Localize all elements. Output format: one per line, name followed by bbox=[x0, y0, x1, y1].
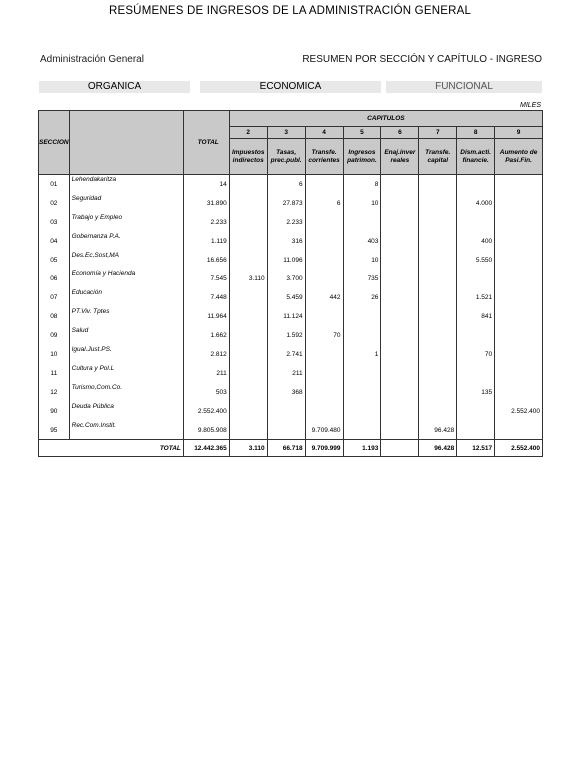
cell-c8: 400 bbox=[457, 232, 495, 251]
header-total: TOTAL bbox=[183, 111, 229, 175]
cell-c5: 8 bbox=[343, 175, 381, 194]
total-c2: 3.110 bbox=[229, 440, 267, 457]
cell-total: 2.552.400 bbox=[183, 402, 229, 421]
cell-total: 16.656 bbox=[183, 251, 229, 270]
page-title: RESÚMENES DE INGRESOS DE LA ADMINISTRACIÓN GENERAL bbox=[108, 5, 472, 17]
cell-c9 bbox=[495, 364, 543, 383]
cell-c6 bbox=[381, 213, 419, 232]
cell-c9 bbox=[495, 421, 543, 440]
cell-c8 bbox=[457, 326, 495, 345]
cell-total: 14 bbox=[183, 175, 229, 194]
chapter-number-3: 3 bbox=[267, 127, 305, 139]
chapter-number-9: 9 bbox=[495, 127, 543, 139]
cell-c2 bbox=[229, 194, 267, 213]
cell-c7 bbox=[419, 288, 457, 307]
cell-c6 bbox=[381, 232, 419, 251]
cell-c8: 841 bbox=[457, 307, 495, 326]
cell-total: 9.805.908 bbox=[183, 421, 229, 440]
cell-c7: 96.428 bbox=[419, 421, 457, 440]
tab-funcional[interactable]: FUNCIONAL bbox=[386, 81, 542, 93]
cell-c4 bbox=[305, 251, 343, 270]
cell-c5 bbox=[343, 364, 381, 383]
cell-c3: 211 bbox=[267, 364, 305, 383]
header-capitulos: CAPITULOS bbox=[229, 111, 542, 127]
total-c8: 12.517 bbox=[457, 440, 495, 457]
cell-c7 bbox=[419, 213, 457, 232]
cell-c4 bbox=[305, 232, 343, 251]
totals-label: TOTAL bbox=[39, 440, 184, 457]
chapter-name-2: Impuestos indirectos bbox=[229, 139, 267, 175]
header-row-capitulos bbox=[39, 111, 543, 127]
chapter-name-6: Enaj.inver reales bbox=[381, 139, 419, 175]
cell-c5: 403 bbox=[343, 232, 381, 251]
cell-c7 bbox=[419, 326, 457, 345]
cell-c5 bbox=[343, 307, 381, 326]
row-section-name: Seguridad bbox=[69, 194, 183, 213]
header-name-blank bbox=[69, 111, 183, 175]
cell-c7 bbox=[419, 383, 457, 402]
cell-c3: 11.096 bbox=[267, 251, 305, 270]
table-row bbox=[39, 232, 543, 251]
cell-c6 bbox=[381, 402, 419, 421]
row-code: 02 bbox=[39, 194, 70, 213]
cell-c7 bbox=[419, 269, 457, 288]
chapter-number-4: 4 bbox=[305, 127, 343, 139]
cell-c6 bbox=[381, 269, 419, 288]
cell-c2 bbox=[229, 213, 267, 232]
cell-c9 bbox=[495, 232, 543, 251]
table-row bbox=[39, 383, 543, 402]
cell-c2 bbox=[229, 364, 267, 383]
cell-c7 bbox=[419, 402, 457, 421]
row-code: 05 bbox=[39, 251, 70, 270]
cell-c3: 2.741 bbox=[267, 345, 305, 364]
cell-c7 bbox=[419, 232, 457, 251]
cell-c9 bbox=[495, 269, 543, 288]
cell-c9 bbox=[495, 288, 543, 307]
table-row bbox=[39, 269, 543, 288]
cell-c7 bbox=[419, 364, 457, 383]
cell-c5 bbox=[343, 213, 381, 232]
cell-c7 bbox=[419, 307, 457, 326]
table-row bbox=[39, 251, 543, 270]
cell-c5: 26 bbox=[343, 288, 381, 307]
cell-c4 bbox=[305, 269, 343, 288]
tab-economica[interactable]: ECONOMICA bbox=[200, 81, 381, 93]
cell-c5: 735 bbox=[343, 269, 381, 288]
cell-c3: 27.873 bbox=[267, 194, 305, 213]
tab-organica[interactable]: ORGANICA bbox=[39, 81, 190, 93]
units-label: MILES bbox=[519, 102, 541, 109]
cell-c8: 4.000 bbox=[457, 194, 495, 213]
chapter-number-7: 7 bbox=[419, 127, 457, 139]
cell-c3: 6 bbox=[267, 175, 305, 194]
cell-c4: 6 bbox=[305, 194, 343, 213]
row-section-name: Rec.Com.Instit. bbox=[69, 421, 183, 440]
table-row bbox=[39, 175, 543, 194]
table-row bbox=[39, 345, 543, 364]
row-section-name: PT.Viv. Tptes bbox=[69, 307, 183, 326]
row-section-name: Cultura y Pol.L bbox=[69, 364, 183, 383]
income-summary-table bbox=[38, 110, 543, 457]
cell-c8: 70 bbox=[457, 345, 495, 364]
row-code: 07 bbox=[39, 288, 70, 307]
row-section-name: Gobernanza P.A. bbox=[69, 232, 183, 251]
cell-total: 211 bbox=[183, 364, 229, 383]
cell-total: 1.119 bbox=[183, 232, 229, 251]
cell-c7 bbox=[419, 345, 457, 364]
table-row bbox=[39, 213, 543, 232]
total-c3: 66.718 bbox=[267, 440, 305, 457]
row-section-name: Trabajo y Empleo bbox=[69, 213, 183, 232]
total-c4: 9.709.999 bbox=[305, 440, 343, 457]
cell-c4: 442 bbox=[305, 288, 343, 307]
row-code: 04 bbox=[39, 232, 70, 251]
cell-c9 bbox=[495, 251, 543, 270]
cell-c2 bbox=[229, 251, 267, 270]
cell-c6 bbox=[381, 364, 419, 383]
cell-c6 bbox=[381, 251, 419, 270]
cell-c9 bbox=[495, 326, 543, 345]
cell-c3: 316 bbox=[267, 232, 305, 251]
cell-c5: 10 bbox=[343, 251, 381, 270]
table-row bbox=[39, 288, 543, 307]
table-row bbox=[39, 364, 543, 383]
chapter-name-5: Ingresos patrimon. bbox=[343, 139, 381, 175]
cell-c8 bbox=[457, 269, 495, 288]
cell-c5: 10 bbox=[343, 194, 381, 213]
row-section-name: Des.Ec,Sost,MA bbox=[69, 251, 183, 270]
cell-c8 bbox=[457, 213, 495, 232]
row-code: 06 bbox=[39, 269, 70, 288]
total-total: 12.442.365 bbox=[183, 440, 229, 457]
row-section-name: Educación bbox=[69, 288, 183, 307]
subtitle-administration: Administración General bbox=[40, 54, 144, 65]
cell-c9 bbox=[495, 307, 543, 326]
cell-total: 503 bbox=[183, 383, 229, 402]
cell-c8 bbox=[457, 402, 495, 421]
cell-c6 bbox=[381, 326, 419, 345]
cell-c6 bbox=[381, 194, 419, 213]
cell-c2 bbox=[229, 326, 267, 345]
cell-c4 bbox=[305, 175, 343, 194]
cell-total: 11.964 bbox=[183, 307, 229, 326]
cell-c3 bbox=[267, 421, 305, 440]
cell-c4: 9.709.480 bbox=[305, 421, 343, 440]
cell-c2 bbox=[229, 175, 267, 194]
cell-c6 bbox=[381, 288, 419, 307]
cell-c3: 1.592 bbox=[267, 326, 305, 345]
cell-c3: 368 bbox=[267, 383, 305, 402]
table-row bbox=[39, 402, 543, 421]
table-row bbox=[39, 194, 543, 213]
header-seccion: SECCION bbox=[39, 111, 70, 175]
row-code: 90 bbox=[39, 402, 70, 421]
row-code: 03 bbox=[39, 213, 70, 232]
total-c7: 96.428 bbox=[419, 440, 457, 457]
cell-c2 bbox=[229, 232, 267, 251]
chapter-name-9: Aumento de Pasi.Fin. bbox=[495, 139, 543, 175]
cell-c3: 2.233 bbox=[267, 213, 305, 232]
cell-c6 bbox=[381, 307, 419, 326]
cell-c3: 11.124 bbox=[267, 307, 305, 326]
cell-c4 bbox=[305, 213, 343, 232]
cell-c7 bbox=[419, 194, 457, 213]
chapter-number-8: 8 bbox=[457, 127, 495, 139]
row-section-name: Turismo,Com.Co. bbox=[69, 383, 183, 402]
cell-c8 bbox=[457, 421, 495, 440]
chapter-name-7: Transfe. capital bbox=[419, 139, 457, 175]
row-section-name: Igual.Just.PS. bbox=[69, 345, 183, 364]
chapter-name-4: Transfe. corrientes bbox=[305, 139, 343, 175]
cell-c2: 3.110 bbox=[229, 269, 267, 288]
cell-c8 bbox=[457, 175, 495, 194]
cell-c3 bbox=[267, 402, 305, 421]
cell-c4 bbox=[305, 307, 343, 326]
cell-c2 bbox=[229, 383, 267, 402]
cell-total: 31.890 bbox=[183, 194, 229, 213]
cell-c2 bbox=[229, 288, 267, 307]
cell-c2 bbox=[229, 402, 267, 421]
cell-c6 bbox=[381, 383, 419, 402]
row-code: 01 bbox=[39, 175, 70, 194]
chapter-name-8: Dism.acti. financie. bbox=[457, 139, 495, 175]
row-section-name: Lehendakaritza bbox=[69, 175, 183, 194]
cell-c3: 3.700 bbox=[267, 269, 305, 288]
total-c6 bbox=[381, 440, 419, 457]
cell-total: 1.662 bbox=[183, 326, 229, 345]
cell-total: 2.812 bbox=[183, 345, 229, 364]
table-row bbox=[39, 326, 543, 345]
cell-c3: 5.459 bbox=[267, 288, 305, 307]
row-section-name: Salud bbox=[69, 326, 183, 345]
totals-row bbox=[39, 440, 543, 457]
cell-c9 bbox=[495, 194, 543, 213]
cell-c5 bbox=[343, 421, 381, 440]
table-row bbox=[39, 307, 543, 326]
row-section-name: Economía y Hacienda bbox=[69, 269, 183, 288]
cell-total: 7.545 bbox=[183, 269, 229, 288]
total-c5: 1.193 bbox=[343, 440, 381, 457]
cell-c8: 5.550 bbox=[457, 251, 495, 270]
row-code: 09 bbox=[39, 326, 70, 345]
cell-c9: 2.552.400 bbox=[495, 402, 543, 421]
cell-c9 bbox=[495, 213, 543, 232]
cell-c7 bbox=[419, 251, 457, 270]
cell-c4: 70 bbox=[305, 326, 343, 345]
chapter-number-2: 2 bbox=[229, 127, 267, 139]
cell-c5 bbox=[343, 326, 381, 345]
table-row bbox=[39, 421, 543, 440]
cell-c4 bbox=[305, 402, 343, 421]
total-c9: 2.552.400 bbox=[495, 440, 543, 457]
cell-c5 bbox=[343, 402, 381, 421]
row-code: 11 bbox=[39, 364, 70, 383]
cell-c7 bbox=[419, 175, 457, 194]
cell-c6 bbox=[381, 345, 419, 364]
cell-c6 bbox=[381, 175, 419, 194]
row-section-name: Deuda Pública bbox=[69, 402, 183, 421]
cell-c9 bbox=[495, 383, 543, 402]
cell-c9 bbox=[495, 345, 543, 364]
cell-c8: 1.521 bbox=[457, 288, 495, 307]
chapter-number-6: 6 bbox=[381, 127, 419, 139]
cell-total: 7.448 bbox=[183, 288, 229, 307]
chapter-name-3: Tasas, prec.publ. bbox=[267, 139, 305, 175]
row-code: 95 bbox=[39, 421, 70, 440]
cell-c8: 135 bbox=[457, 383, 495, 402]
cell-c4 bbox=[305, 364, 343, 383]
subtitle-summary: RESUMEN POR SECCIÓN Y CAPÍTULO - INGRESO bbox=[302, 54, 542, 65]
cell-c5 bbox=[343, 383, 381, 402]
cell-c8 bbox=[457, 364, 495, 383]
row-code: 12 bbox=[39, 383, 70, 402]
cell-c2 bbox=[229, 421, 267, 440]
cell-c9 bbox=[495, 175, 543, 194]
cell-c6 bbox=[381, 421, 419, 440]
cell-c5: 1 bbox=[343, 345, 381, 364]
chapter-number-5: 5 bbox=[343, 127, 381, 139]
cell-c4 bbox=[305, 383, 343, 402]
cell-total: 2.233 bbox=[183, 213, 229, 232]
cell-c2 bbox=[229, 345, 267, 364]
row-code: 10 bbox=[39, 345, 70, 364]
row-code: 08 bbox=[39, 307, 70, 326]
cell-c2 bbox=[229, 307, 267, 326]
cell-c4 bbox=[305, 345, 343, 364]
